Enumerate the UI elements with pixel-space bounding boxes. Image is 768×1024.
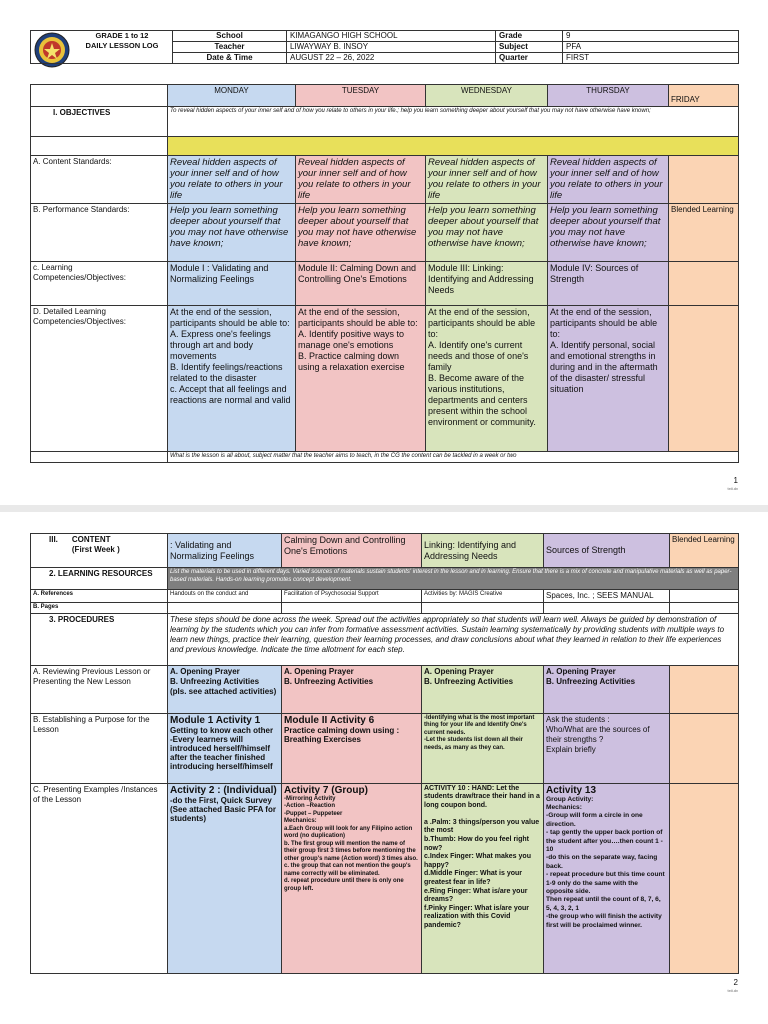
- purpose-thu: Ask the students : Who/What are the sources of their strengths ? Explain briefly: [544, 713, 670, 783]
- detail-wed: At the end of the session, participants should be able to: A. Identify one's current needs and those of one's family B. Become aware of the various institutions, departments and centers present within the school environment or community.: [426, 306, 548, 452]
- pages-fri: [670, 603, 739, 614]
- day-thursday: THURSDAY: [548, 85, 669, 107]
- grade-label: Grade: [496, 31, 563, 42]
- procedures-note: These steps should be done across the week. Spread out the activities appropriately so that students will learn well. Always be guided by demonstration of learning by the students which you can infer from formative assessment activities. Sustain learning systematically by providing students with multiple ways to learn new things, practice their learning, question their learning processes, and draw conclusions about what they learned in relation to their life experiences and previous knowledge. Indicate the time allotment for each step.: [168, 613, 739, 665]
- content-std-thu: Reveal hidden aspects of your inner self and of how you relate to others in your life: [548, 156, 669, 204]
- review-fri: [670, 665, 739, 713]
- log-title: DAILY LESSON LOG: [85, 41, 159, 50]
- page-2: [0, 512, 768, 1024]
- detailed-competencies-label: D. Detailed Learning Competencies/Objectives:: [31, 306, 168, 452]
- references-label: A. References: [31, 590, 168, 603]
- pages-thu: [544, 603, 670, 614]
- learning-resources-label: 2. LEARNING RESOURCES: [31, 568, 168, 590]
- perf-std-fri: Blended Learning: [669, 204, 739, 262]
- header-table: [30, 30, 739, 64]
- comp-wed: Module III: Linking: Identifying and Addressing Needs: [426, 262, 548, 306]
- ref-mon: Handouts on the conduct and: [168, 590, 282, 603]
- day-monday: MONDAY: [168, 85, 296, 107]
- purpose-mon: Getting to know each other -Every learners will introduced herself/himself after the teacher finished introducing herself/himself: [170, 725, 274, 771]
- content-std-fri: [669, 156, 739, 204]
- perf-std-thu: Help you learn something deeper about yourself that you may not have otherwise have known;: [548, 204, 669, 262]
- subject-label: Subject: [496, 42, 563, 53]
- content-std-mon: Reveal hidden aspects of your inner self and of how you relate to others in your life: [168, 156, 296, 204]
- pages-wed: [422, 603, 544, 614]
- content-tue: Calming Down and Controlling One's Emotions: [282, 534, 422, 568]
- school-value: KIMAGANGO HIGH SCHOOL: [287, 31, 496, 42]
- purpose-wed: -Identifying what is the most important thing for your life and Identify One's current needs. -Let the students list down all their needs, as many as they can.: [422, 713, 544, 783]
- comp-tue: Module II: Calming Down and Controlling One's Emotions: [296, 262, 426, 306]
- quarter-label: Quarter: [496, 53, 563, 64]
- detail-tue: At the end of the session, participants should be able to: A. Identify positive ways to manage one's emotions B. Practice calming down using a relaxation exercise: [296, 306, 426, 452]
- day-wednesday: WEDNESDAY: [426, 85, 548, 107]
- objectives-label: I. OBJECTIVES: [31, 107, 168, 137]
- objectives-note: To reveal hidden aspects of your inner self and of how you relate to others in your life.; help you learn something deeper about yourself that you may not have otherwise have known;: [168, 107, 739, 137]
- detail-fri: [669, 306, 739, 452]
- comp-thu: Module IV: Sources of Strength: [548, 262, 669, 306]
- review-mon: A. Opening Prayer B. Unfreezing Activities (pls. see attached activities): [168, 665, 282, 713]
- perf-std-wed: Help you learn something deeper about yourself that you may not have otherwise have known;: [426, 204, 548, 262]
- content-std-wed: Reveal hidden aspects of your inner self and of how you relate to others in your life: [426, 156, 548, 204]
- procedures-label: 3. PROCEDURES: [31, 613, 168, 665]
- subject-value: PFA: [563, 42, 739, 53]
- purpose-fri: [670, 713, 739, 783]
- grade-range: GRADE 1 to 12: [95, 31, 149, 40]
- page-number-2: 2: [733, 978, 738, 987]
- ref-fri: [670, 590, 739, 603]
- comp-mon: Module I : Validating and Normalizing Feelings: [168, 262, 296, 306]
- yellow-band: [168, 137, 739, 156]
- examples-wed: ACTIVITY 10 : HAND: Let the students draw/trace their hand in a long coupon bond. a .Palm: 3 things/person you value the most b.Thumb: How do you feel right now? c.Index Finger: What makes you happy? d.Middle Finger: What is your greatest fear in life? e.Ring Finger: What is/are your dreams? f.Pinky Finger: What is/are your realization with this Covid pandemic?: [422, 783, 544, 973]
- purpose-tue: Practice calming down using : Breathing Exercises: [284, 725, 400, 744]
- review-label: A. Reviewing Previous Lesson or Presenting the New Lesson: [31, 665, 168, 713]
- review-thu: A. Opening Prayer B. Unfreezing Activities: [544, 665, 670, 713]
- blank-corner: [31, 85, 168, 107]
- ref-thu: Spaces, Inc. ; SEES MANUAL: [544, 590, 670, 603]
- comp-fri: [669, 262, 739, 306]
- examples-thu-title: Activity 13: [546, 784, 597, 796]
- detail-mon: At the end of the session, participants should be able to: A. Express one's feelings through art and body movements B. Identify feelings/reactions related to the disaster c. Accept that all feelings and reactions are normal and valid: [168, 306, 296, 452]
- objectives-table: [30, 84, 739, 463]
- day-tuesday: TUESDAY: [296, 85, 426, 107]
- examples-fri: [670, 783, 739, 973]
- examples-label: C. Presenting Examples /Instances of the Lesson: [31, 783, 168, 973]
- school-label: School: [173, 31, 287, 42]
- content-label-num: III.: [49, 535, 58, 544]
- examples-mon: -do the First, Quick Survey (See attached Basic PFA for students): [170, 795, 276, 823]
- review-wed: A. Opening Prayer B. Unfreezing Activities: [422, 665, 544, 713]
- teacher-label: Teacher: [173, 42, 287, 53]
- page-number-1: 1: [733, 476, 738, 485]
- performance-standards-label: B. Performance Standards:: [31, 204, 168, 262]
- pages-mon: [168, 603, 282, 614]
- content-fri: Blended Learning: [670, 534, 739, 568]
- teacher-value: LIWAYWAY B. INSOY: [287, 42, 496, 53]
- detail-thu: At the end of the session, participants should be able to: A. Identify personal, social and emotional strengths in during and in the aftermath of the disaster/ stressful situation: [548, 306, 669, 452]
- purpose-label: B. Establishing a Purpose for the Lesson: [31, 713, 168, 783]
- review-tue: A. Opening Prayer B. Unfreezing Activities: [282, 665, 422, 713]
- page-1: [0, 0, 768, 505]
- content-standards-label: A. Content Standards:: [31, 156, 168, 204]
- pages-label: B. Pages: [31, 603, 168, 614]
- examples-tue: -Mirroring Activity -Action –Reaction -Puppet – Puppeteer Mechanics: a.Each Group will look for any Filipino action word (no duplication) b. The first group will mention the name of their group first 3 times before mentioning the other group's name (Action word) 3 times also. c. the group that can not mention the goup's name correctly will be eliminated. d. repeat procedure until there is only one group left.: [284, 795, 418, 892]
- pages-tue: [282, 603, 422, 614]
- ref-wed: Activities by: MAGIS Creative: [422, 590, 544, 603]
- page-gap: [0, 505, 768, 512]
- lesson-note: What is the lesson is all about, subject matter that the teacher aims to teach, in the CG the content can be tackled in a week or two: [168, 452, 739, 463]
- examples-thu: Group Activity: Mechanics: -Group will form a circle in one direction. - tap gently the upper back portion of the student after you….then count 1 - 10 -do this on the separate way, facing back. - repeat procedure but this time count 1-9 only do the same with the opposite side. Then repeat until the count of 8, 7, 6, 5, 4, 3, 2, 1 -the group who will finish the activity first will be proclaimed winner.: [546, 795, 665, 929]
- content-label: CONTENT: [71, 535, 111, 544]
- examples-mon-title: Activity 2 : (Individual): [170, 784, 277, 796]
- competencies-label: c. Learning Competencies/Objectives:: [31, 262, 168, 306]
- content-mon: : Validating and Normalizing Feelings: [168, 534, 282, 568]
- ref-tue: Facilitation of Psychosocial Support: [282, 590, 422, 603]
- perf-std-mon: Help you learn something deeper about yourself that you may not have otherwise have known;: [168, 204, 296, 262]
- grade-value: 9: [563, 31, 739, 42]
- content-wed: Linking: Identifying and Addressing Needs: [422, 534, 544, 568]
- perf-std-tue: Help you learn something deeper about yourself that you may not have otherwise have known;: [296, 204, 426, 262]
- date-label: Date & Time: [173, 53, 287, 64]
- content-thu: Sources of Strength: [544, 534, 670, 568]
- purpose-mon-title: Module 1 Activity 1: [170, 714, 261, 726]
- page-stamp-2: txti.dv: [727, 988, 738, 993]
- note-row-blank: [31, 452, 168, 463]
- purpose-tue-title: Module II Activity 6: [284, 714, 375, 726]
- quarter-value: FIRST: [563, 53, 739, 64]
- content-week: (First Week ): [71, 545, 120, 554]
- content-std-tue: Reveal hidden aspects of your inner self and of how you relate to others in your life: [296, 156, 426, 204]
- page-stamp-1: txti.dv: [727, 486, 738, 491]
- day-friday: FRIDAY: [669, 85, 739, 107]
- resources-note: List the materials to be used in different days. Varied sources of materials sustain students' interest in the lesson and in learning. Ensure that there is a mix of concrete and manipulative materials as well as paper-based materials. Hands-on learning promotes concept development.: [168, 568, 739, 590]
- date-value: AUGUST 22 – 26, 2022: [287, 53, 496, 64]
- procedures-table: [30, 533, 739, 974]
- yellow-row-blank: [31, 137, 168, 156]
- examples-tue-title: Activity 7 (Group): [284, 784, 368, 796]
